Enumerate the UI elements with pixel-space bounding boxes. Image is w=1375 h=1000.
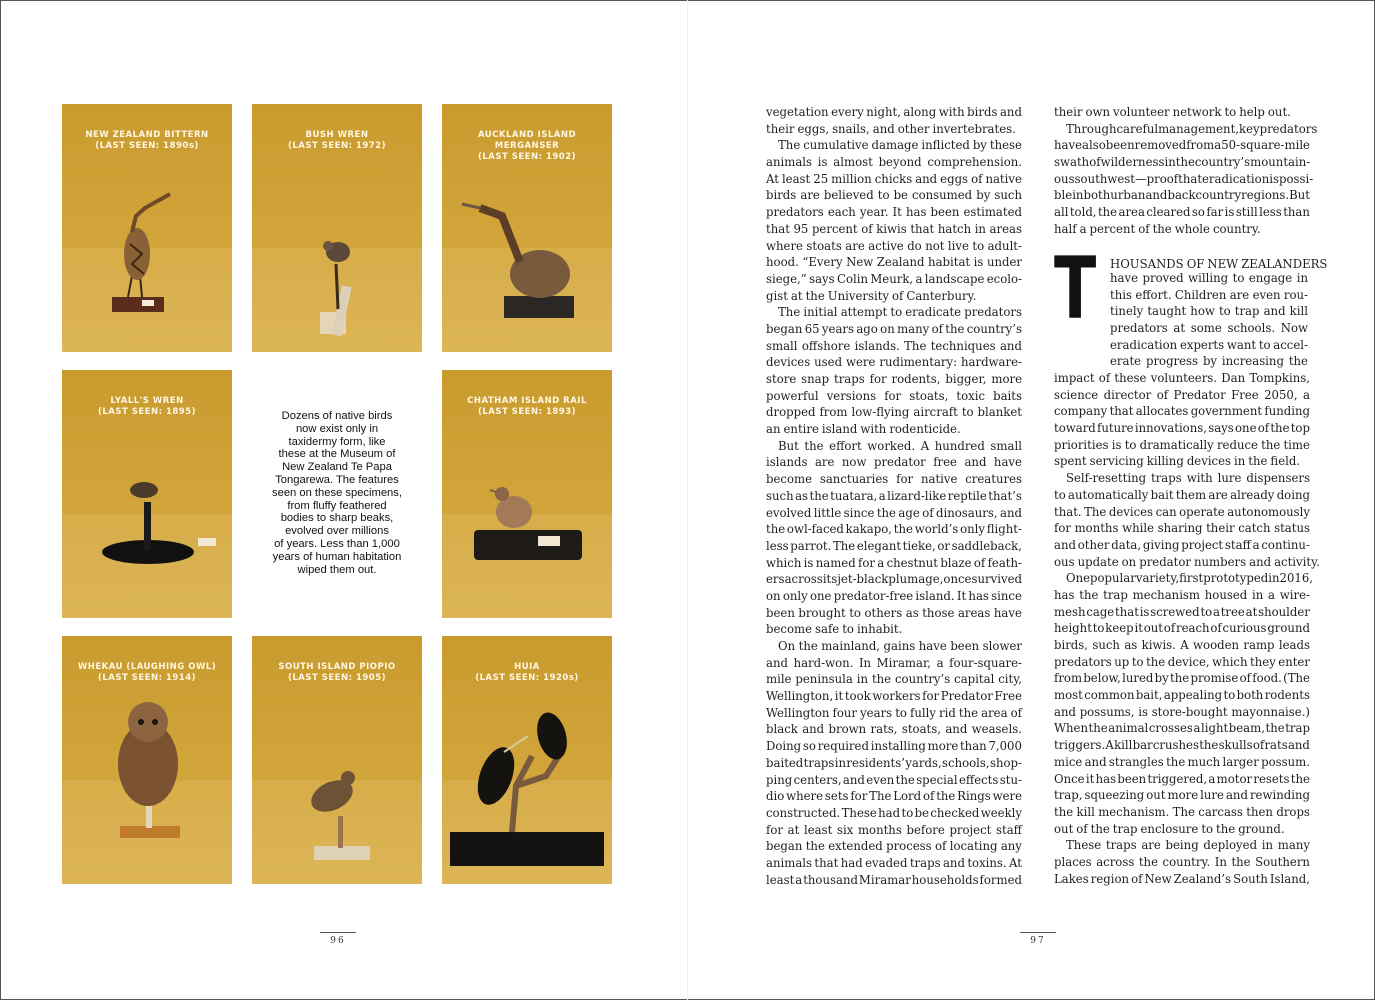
caption-line: years of human habitation <box>272 550 402 563</box>
text-column-2-lead: HOUSANDS OF NEW ZEALANDERS <box>1110 257 1328 271</box>
bittern-specimen <box>62 104 232 352</box>
text-line: hood. “Every New Zealand habitat is under <box>766 255 1022 270</box>
photo-new-zealand-bittern <box>62 104 232 352</box>
text-line: all told, the area cleared so far is still less than <box>1054 205 1310 220</box>
bird-name: AUCKLAND ISLAND <box>477 130 577 140</box>
text-line: The initial attempt to eradicate predators <box>778 305 1022 320</box>
text-line: birds are believed to be consumed by such <box>766 188 1022 203</box>
text-line: have also been removed from a 50-square-mile <box>1054 138 1310 153</box>
text-line: become safe to inhabit. <box>766 622 903 637</box>
text-line: for months while sharing their catch status <box>1054 521 1310 536</box>
huia-specimen <box>442 636 612 884</box>
merganser-specimen <box>442 104 612 352</box>
text-line: The cumulative damage inflicted by these <box>778 138 1022 153</box>
text-line: have proved willing to engage in <box>1110 271 1308 285</box>
text-line: that. The devices can operate autonomously <box>1054 504 1310 519</box>
text-line: gist at the University of Canterbury. <box>766 288 977 303</box>
caption-line: Tongarewa. The features <box>275 473 399 486</box>
caption-line: taxidermy form, like <box>288 435 386 448</box>
text-line: science director of Predator Free 2050, a <box>1054 387 1310 402</box>
bird-name: SOUTH ISLAND PIOPIO <box>278 662 396 672</box>
text-line: triggers. A kill bar crushes the skulls of rats and <box>1054 738 1310 753</box>
text-line: which is named for a chestnut blaze of feath- <box>766 555 1022 570</box>
text-line: devices used were rudimentary: hardware- <box>766 355 1022 370</box>
bush-wren-specimen <box>252 104 422 352</box>
text-line: their eggs, snails, and other invertebrates. <box>766 121 1016 136</box>
photo-south-island-piopio <box>252 636 422 884</box>
caption-line: now exist only in <box>295 422 379 435</box>
text-line: evolved little since the age of dinosaurs, and <box>766 505 1022 520</box>
text-line: become sanctuaries for native creatures <box>766 472 1022 487</box>
text-line: birds, such as kiwis. A wooden ramp leads <box>1054 638 1310 652</box>
text-line: on only one predator-free island. It has since <box>766 588 1022 603</box>
text-line: height to keep it out of reach of curious ground <box>1054 621 1310 636</box>
text-line: islands are now predator free and have <box>766 455 1022 470</box>
text-line: eradication experts want to accel- <box>1110 337 1308 352</box>
text-line: powerful versions for stoats, toxic baits <box>766 388 1022 403</box>
text-line: animals that had evaded traps and toxins. At <box>766 855 1022 870</box>
text-line: to automatically bait them are already doing <box>1054 487 1310 502</box>
text-line: spent servicing killing devices in the field. <box>1054 454 1301 469</box>
text-line: mile peninsula in the country’s capital city, <box>766 672 1022 687</box>
text-line: and hard-won. In Miramar, a four-square- <box>766 655 1022 670</box>
caption-line: these at the Museum of <box>278 448 396 461</box>
text-line: animals is almost beyond comprehension. <box>766 155 1022 170</box>
text-line: ous southwest—proof that eradication is possi- <box>1054 171 1314 186</box>
text-line: began 65 years ago on many of the country’s <box>766 321 1022 336</box>
text-line: tinely taught how to trap and kill <box>1110 304 1308 319</box>
last-seen: (LAST SEEN: 1893) <box>477 407 576 417</box>
text-line: Once it has been triggered, a motor resets the <box>1054 771 1310 786</box>
text-line: ous update on predator numbers and activity. <box>1054 554 1320 569</box>
text-column-1 <box>766 104 1022 888</box>
text-line: baited traps in residents’ yards, schools, shop- <box>766 755 1022 770</box>
text-line: These traps are being deployed in many <box>1066 838 1310 853</box>
photo-chatham-island-rail <box>442 370 612 618</box>
caption-line: Dozens of native birds <box>281 410 393 422</box>
photo-bush-wren <box>252 104 422 352</box>
text-line: But the effort worked. A hundred small <box>778 438 1022 453</box>
text-line: dio where sets for The Lord of the Rings were <box>766 789 1022 804</box>
bird-name-line2: MERGANSER <box>494 141 560 151</box>
text-line: At least 25 million chicks and eggs of native <box>766 171 1022 186</box>
caption-line: New Zealand Te Papa <box>282 461 392 474</box>
text-line: trap, squeezing out more lure and rewinding <box>1054 788 1310 803</box>
text-line: When the animal crosses a light beam, the trap <box>1054 721 1310 736</box>
text-line: dropped from low-flying aircraft to blanket <box>766 405 1022 420</box>
text-line: for at least six months before project staff <box>766 822 1022 837</box>
text-line: One popular variety, first prototyped in 2016, <box>1066 571 1313 586</box>
bird-name: HUIA <box>514 662 540 672</box>
bird-name: BUSH WREN <box>305 130 369 140</box>
caption-line: bodies to sharp beaks, <box>280 512 394 525</box>
text-line: where stoats are active do not live to adult- <box>766 238 1022 253</box>
text-line: Through careful management, key predators <box>1066 121 1318 136</box>
text-line: has the trap mechanism housed in a wire- <box>1054 587 1310 602</box>
text-line: ping centers, and even the special effects stu- <box>766 772 1022 787</box>
text-line: small offshore islands. The techniques and <box>766 338 1022 353</box>
text-column-2 <box>1054 104 1318 238</box>
text-line: swath of wilderness in the country’s mountain- <box>1054 155 1311 170</box>
bird-name: LYALL'S WREN <box>110 396 184 406</box>
laughing-owl-specimen <box>62 636 232 884</box>
last-seen: (LAST SEEN: 1890s) <box>95 141 199 151</box>
last-seen: (LAST SEEN: 1920s) <box>475 673 579 683</box>
drop-cap: T <box>1054 239 1097 339</box>
text-line: vegetation every night, along with birds and <box>766 105 1022 119</box>
text-line: Lakes region of New Zealand’s South Island, <box>1054 871 1310 886</box>
text-line: mesh cage that is screwed to a tree at shoulder <box>1054 604 1310 619</box>
text-line: ers across its jet-black plumage, once survived <box>766 572 1022 587</box>
text-line: and possums, is store-bought mayonnaise.) <box>1054 704 1310 719</box>
text-column-2-wrapped <box>1110 270 1308 370</box>
text-line: toward future innovations, says one of the top <box>1054 421 1310 436</box>
piopio-specimen <box>252 636 422 884</box>
text-line: store snap traps for rodents, bigger, more <box>766 372 1022 386</box>
text-line: ble in both urban and backcountry regions. But <box>1054 188 1310 203</box>
text-line: their own volunteer network to help out. <box>1054 105 1291 119</box>
text-line: out of the trap enclosure to the ground. <box>1054 821 1285 836</box>
text-line: the kill mechanism. The carcass then drops <box>1054 804 1310 819</box>
page-number-left: 96 <box>320 936 356 946</box>
text-line: priorities is to dramatically reduce the time <box>1054 437 1310 452</box>
text-line: and other data, giving project staff a continu- <box>1054 537 1310 552</box>
lyalls-wren-specimen <box>62 370 232 618</box>
text-line: erate progress by increasing the <box>1110 354 1308 369</box>
text-line: predators each year. It has been estimated <box>766 205 1022 220</box>
chatham-rail-specimen <box>442 370 612 618</box>
text-column-2-continued <box>1054 370 1320 887</box>
text-line: company that allocates government funding <box>1054 404 1310 419</box>
last-seen: (LAST SEEN: 1895) <box>97 407 196 417</box>
photo-whekau-laughing-owl <box>62 636 232 884</box>
text-line: that 95 percent of kiwis that hatch in areas <box>766 221 1022 236</box>
caption-line: wiped them out. <box>297 563 377 576</box>
page-number-right: 97 <box>1020 936 1056 946</box>
text-line: been brought to others as those areas have <box>766 605 1022 620</box>
last-seen: (LAST SEEN: 1902) <box>477 152 576 162</box>
text-line: On the mainland, gains have been slower <box>778 639 1022 653</box>
text-line: less parrot. The elegant tieke, or saddleback, <box>766 538 1022 553</box>
bird-name: NEW ZEALAND BITTERN <box>85 130 209 140</box>
text-line: mice and strangles the much larger possum. <box>1054 754 1310 769</box>
text-line: began the extended process of locating any <box>766 839 1022 854</box>
last-seen: (LAST SEEN: 1914) <box>97 673 196 683</box>
last-seen: (LAST SEEN: 1905) <box>287 673 386 683</box>
photo-huia <box>442 636 612 884</box>
caption-line: seen on these specimens, <box>272 486 402 499</box>
text-line: Wellington four years to fully rid the area of <box>766 705 1022 720</box>
text-line: predators up to the device, which they enter <box>1054 654 1310 669</box>
last-seen: (LAST SEEN: 1972) <box>287 141 386 151</box>
text-line: black and brown rats, stoats, and weasels. <box>766 722 1022 737</box>
text-line: an entire island with rodenticide. <box>766 422 961 437</box>
text-line: constructed. These had to be checked weekly <box>766 805 1022 820</box>
text-line: impact of these volunteers. Dan Tompkins, <box>1054 371 1310 385</box>
text-line: half a percent of the whole country. <box>1054 221 1261 236</box>
page-fold <box>687 0 688 1000</box>
text-line: most common bait, appealing to both rodents <box>1054 688 1310 703</box>
photo-lyalls-wren <box>62 370 232 618</box>
caption-line: evolved over millions <box>285 525 389 538</box>
text-line: Doing so required installing more than 7,000 <box>766 739 1022 754</box>
text-line: Self-resetting traps with lure dispensers <box>1066 471 1310 486</box>
text-line: the owl-faced kakapo, the world’s only flight- <box>766 522 1022 537</box>
caption-line: of years. Less than 1,000 <box>274 537 400 550</box>
photo-caption-text <box>262 410 412 576</box>
text-line: siege,” says Colin Meurk, a landscape ecolo- <box>766 271 1022 286</box>
text-line: predators at some schools. Now <box>1110 321 1308 336</box>
bird-name: CHATHAM ISLAND RAIL <box>467 396 587 406</box>
caption-line: from fluffy feathered <box>287 499 387 512</box>
bird-name: WHEKAU (LAUGHING OWL) <box>77 662 217 672</box>
text-line: least a thousand Miramar households formed <box>766 872 1022 887</box>
text-line: from below, lured by the promise of food. (The <box>1054 671 1310 686</box>
photo-auckland-island-merganser <box>442 104 612 352</box>
text-line: places across the country. In the Southern <box>1054 854 1310 869</box>
text-line: such as the tuatara, a lizard-like reptile that’s <box>766 488 1022 503</box>
text-line: Wellington, it took workers for Predator Free <box>766 689 1022 704</box>
text-line: this effort. Children are even rou- <box>1110 287 1308 302</box>
